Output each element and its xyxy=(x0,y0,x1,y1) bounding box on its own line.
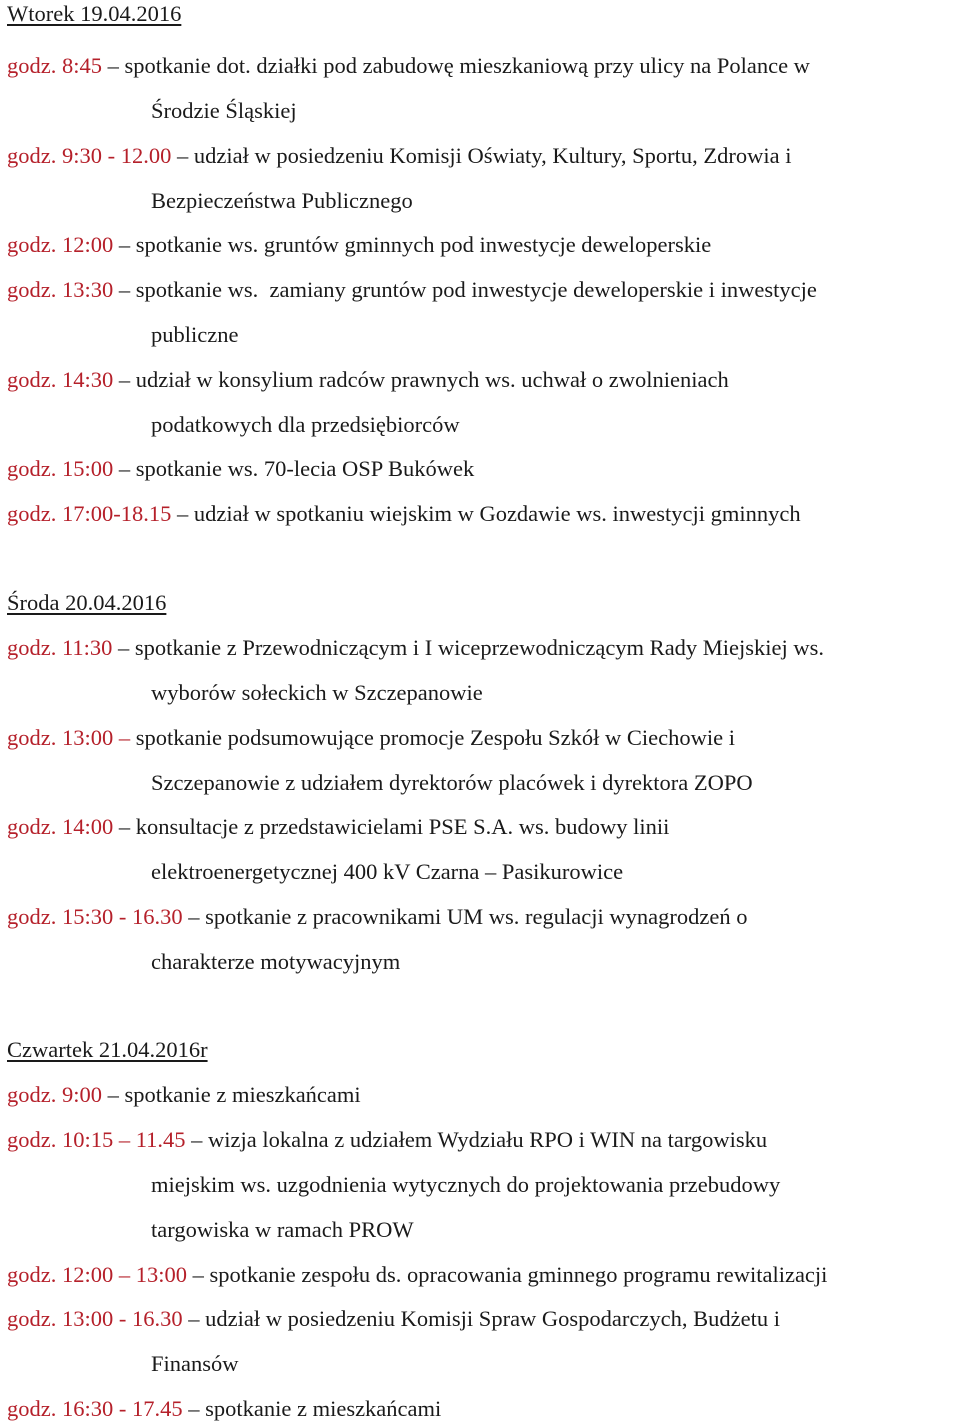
schedule-entry xyxy=(7,1261,827,1289)
schedule-entry xyxy=(7,1081,361,1109)
entry-separator: – xyxy=(113,277,136,302)
entry-separator: – xyxy=(182,904,206,929)
entry-description: wizja lokalna z udziałem Wydziału RPO i WIN na targowisku xyxy=(208,1127,768,1152)
entry-separator: – xyxy=(185,1127,209,1152)
entry-continuation: Środzie Śląskiej xyxy=(151,98,297,123)
entry-separator: – xyxy=(113,367,136,392)
entry-time: godz. 14:30 xyxy=(7,367,114,392)
entry-separator: – xyxy=(171,501,194,526)
entry-description: udział w konsylium radców prawnych ws. uchwał o zwolnieniach xyxy=(135,367,729,392)
entry-time: godz. 9:30 - 12.00 xyxy=(7,143,172,168)
entry-description: spotkanie zespołu ds. opracowania gminnego programu rewitalizacji xyxy=(209,1262,828,1287)
entry-separator: – xyxy=(102,1082,125,1107)
schedule-entry xyxy=(7,634,824,662)
entry-description: spotkanie z Przewodniczącym i I wiceprzewodniczącym Rady Miejskiej ws. xyxy=(134,635,825,660)
schedule-entry xyxy=(7,276,817,304)
day-heading: Środa 20.04.2016 xyxy=(7,590,167,615)
entry-time: godz. 11:30 xyxy=(7,635,113,660)
entry-time: godz. 14:00 xyxy=(7,814,114,839)
schedule-entry xyxy=(7,813,669,841)
schedule-entry xyxy=(7,231,711,259)
entry-description: spotkanie podsumowujące promocje Zespołu Szkół w Ciechowie i xyxy=(135,725,735,750)
entry-time: godz. 8:45 xyxy=(7,53,102,78)
entry-separator: – xyxy=(182,1396,206,1421)
entry-description: spotkanie z mieszkańcami xyxy=(124,1082,361,1107)
day-heading: Wtorek 19.04.2016 xyxy=(7,1,182,26)
entry-time: godz. 13:00 – xyxy=(7,725,131,750)
entry-description: udział w posiedzeniu Komisji Spraw Gospodarczych, Budżetu i xyxy=(205,1306,780,1331)
entry-description: spotkanie ws. gruntów gminnych pod inwestycje deweloperskie xyxy=(135,232,712,257)
entry-separator: – xyxy=(113,456,136,481)
entry-description: konsultacje z przedstawicielami PSE S.A. ws. budowy linii xyxy=(135,814,670,839)
entry-description: spotkanie ws. zamiany gruntów pod inwestycje deweloperskie i inwestycje xyxy=(135,277,817,302)
entry-continuation: Bezpieczeństwa Publicznego xyxy=(151,188,413,213)
entry-continuation: publiczne xyxy=(151,322,239,347)
entry-time: godz. 12:00 xyxy=(7,232,114,257)
schedule-entry xyxy=(7,455,474,483)
entry-description: spotkanie ws. 70-lecia OSP Bukówek xyxy=(135,456,475,481)
entry-separator: – xyxy=(113,814,136,839)
entry-separator: – xyxy=(113,232,136,257)
entry-continuation: Finansów xyxy=(151,1351,239,1376)
entry-time: godz. 15:00 xyxy=(7,456,114,481)
entry-description: spotkanie dot. działki pod zabudowę mieszkaniową przy ulicy na Polance w xyxy=(124,53,810,78)
entry-time: godz. 12:00 – 13:00 xyxy=(7,1262,187,1287)
schedule-entry xyxy=(7,500,801,528)
entry-separator: – xyxy=(182,1306,206,1331)
entry-time: godz. 15:30 - 16.30 xyxy=(7,904,183,929)
entry-continuation: elektroenergetycznej 400 kV Czarna – Pasikurowice xyxy=(151,859,624,884)
entry-separator: – xyxy=(112,635,135,660)
entry-description: udział w posiedzeniu Komisji Oświaty, Kultury, Sportu, Zdrowia i xyxy=(193,143,792,168)
entry-time: godz. 13:00 - 16.30 xyxy=(7,1306,183,1331)
schedule-entry xyxy=(7,142,791,170)
schedule-entry xyxy=(7,1126,767,1154)
day-heading: Czwartek 21.04.2016r xyxy=(7,1037,208,1062)
schedule-entry xyxy=(7,1305,780,1333)
schedule-entry xyxy=(7,1395,441,1423)
entry-separator: – xyxy=(171,143,194,168)
entry-continuation: charakterze motywacyjnym xyxy=(151,949,401,974)
entry-description: spotkanie z mieszkańcami xyxy=(205,1396,442,1421)
entry-description: udział w spotkaniu wiejskim w Gozdawie ws. inwestycji gminnych xyxy=(193,501,801,526)
entry-continuation: targowiska w ramach PROW xyxy=(151,1217,414,1242)
entry-time: godz. 9:00 xyxy=(7,1082,102,1107)
schedule-entry xyxy=(7,52,810,80)
entry-separator: – xyxy=(187,1262,210,1287)
entry-time: godz. 10:15 – 11.45 xyxy=(7,1127,186,1152)
entry-continuation: wyborów sołeckich w Szczepanowie xyxy=(151,680,483,705)
entry-continuation: Szczepanowie z udziałem dyrektorów placówek i dyrektora ZOPO xyxy=(151,770,753,795)
entry-description: spotkanie z pracownikami UM ws. regulacji wynagrodzeń o xyxy=(205,904,748,929)
entry-continuation: podatkowych dla przedsiębiorców xyxy=(151,412,460,437)
schedule-entry xyxy=(7,903,747,931)
entry-time: godz. 13:30 xyxy=(7,277,114,302)
entry-continuation: miejskim ws. uzgodnienia wytycznych do projektowania przebudowy xyxy=(151,1172,781,1197)
schedule-entry xyxy=(7,366,729,394)
entry-time: godz. 17:00-18.15 xyxy=(7,501,172,526)
entry-time: godz. 16:30 - 17.45 xyxy=(7,1396,183,1421)
entry-separator: – xyxy=(102,53,125,78)
schedule-entry xyxy=(7,724,735,752)
